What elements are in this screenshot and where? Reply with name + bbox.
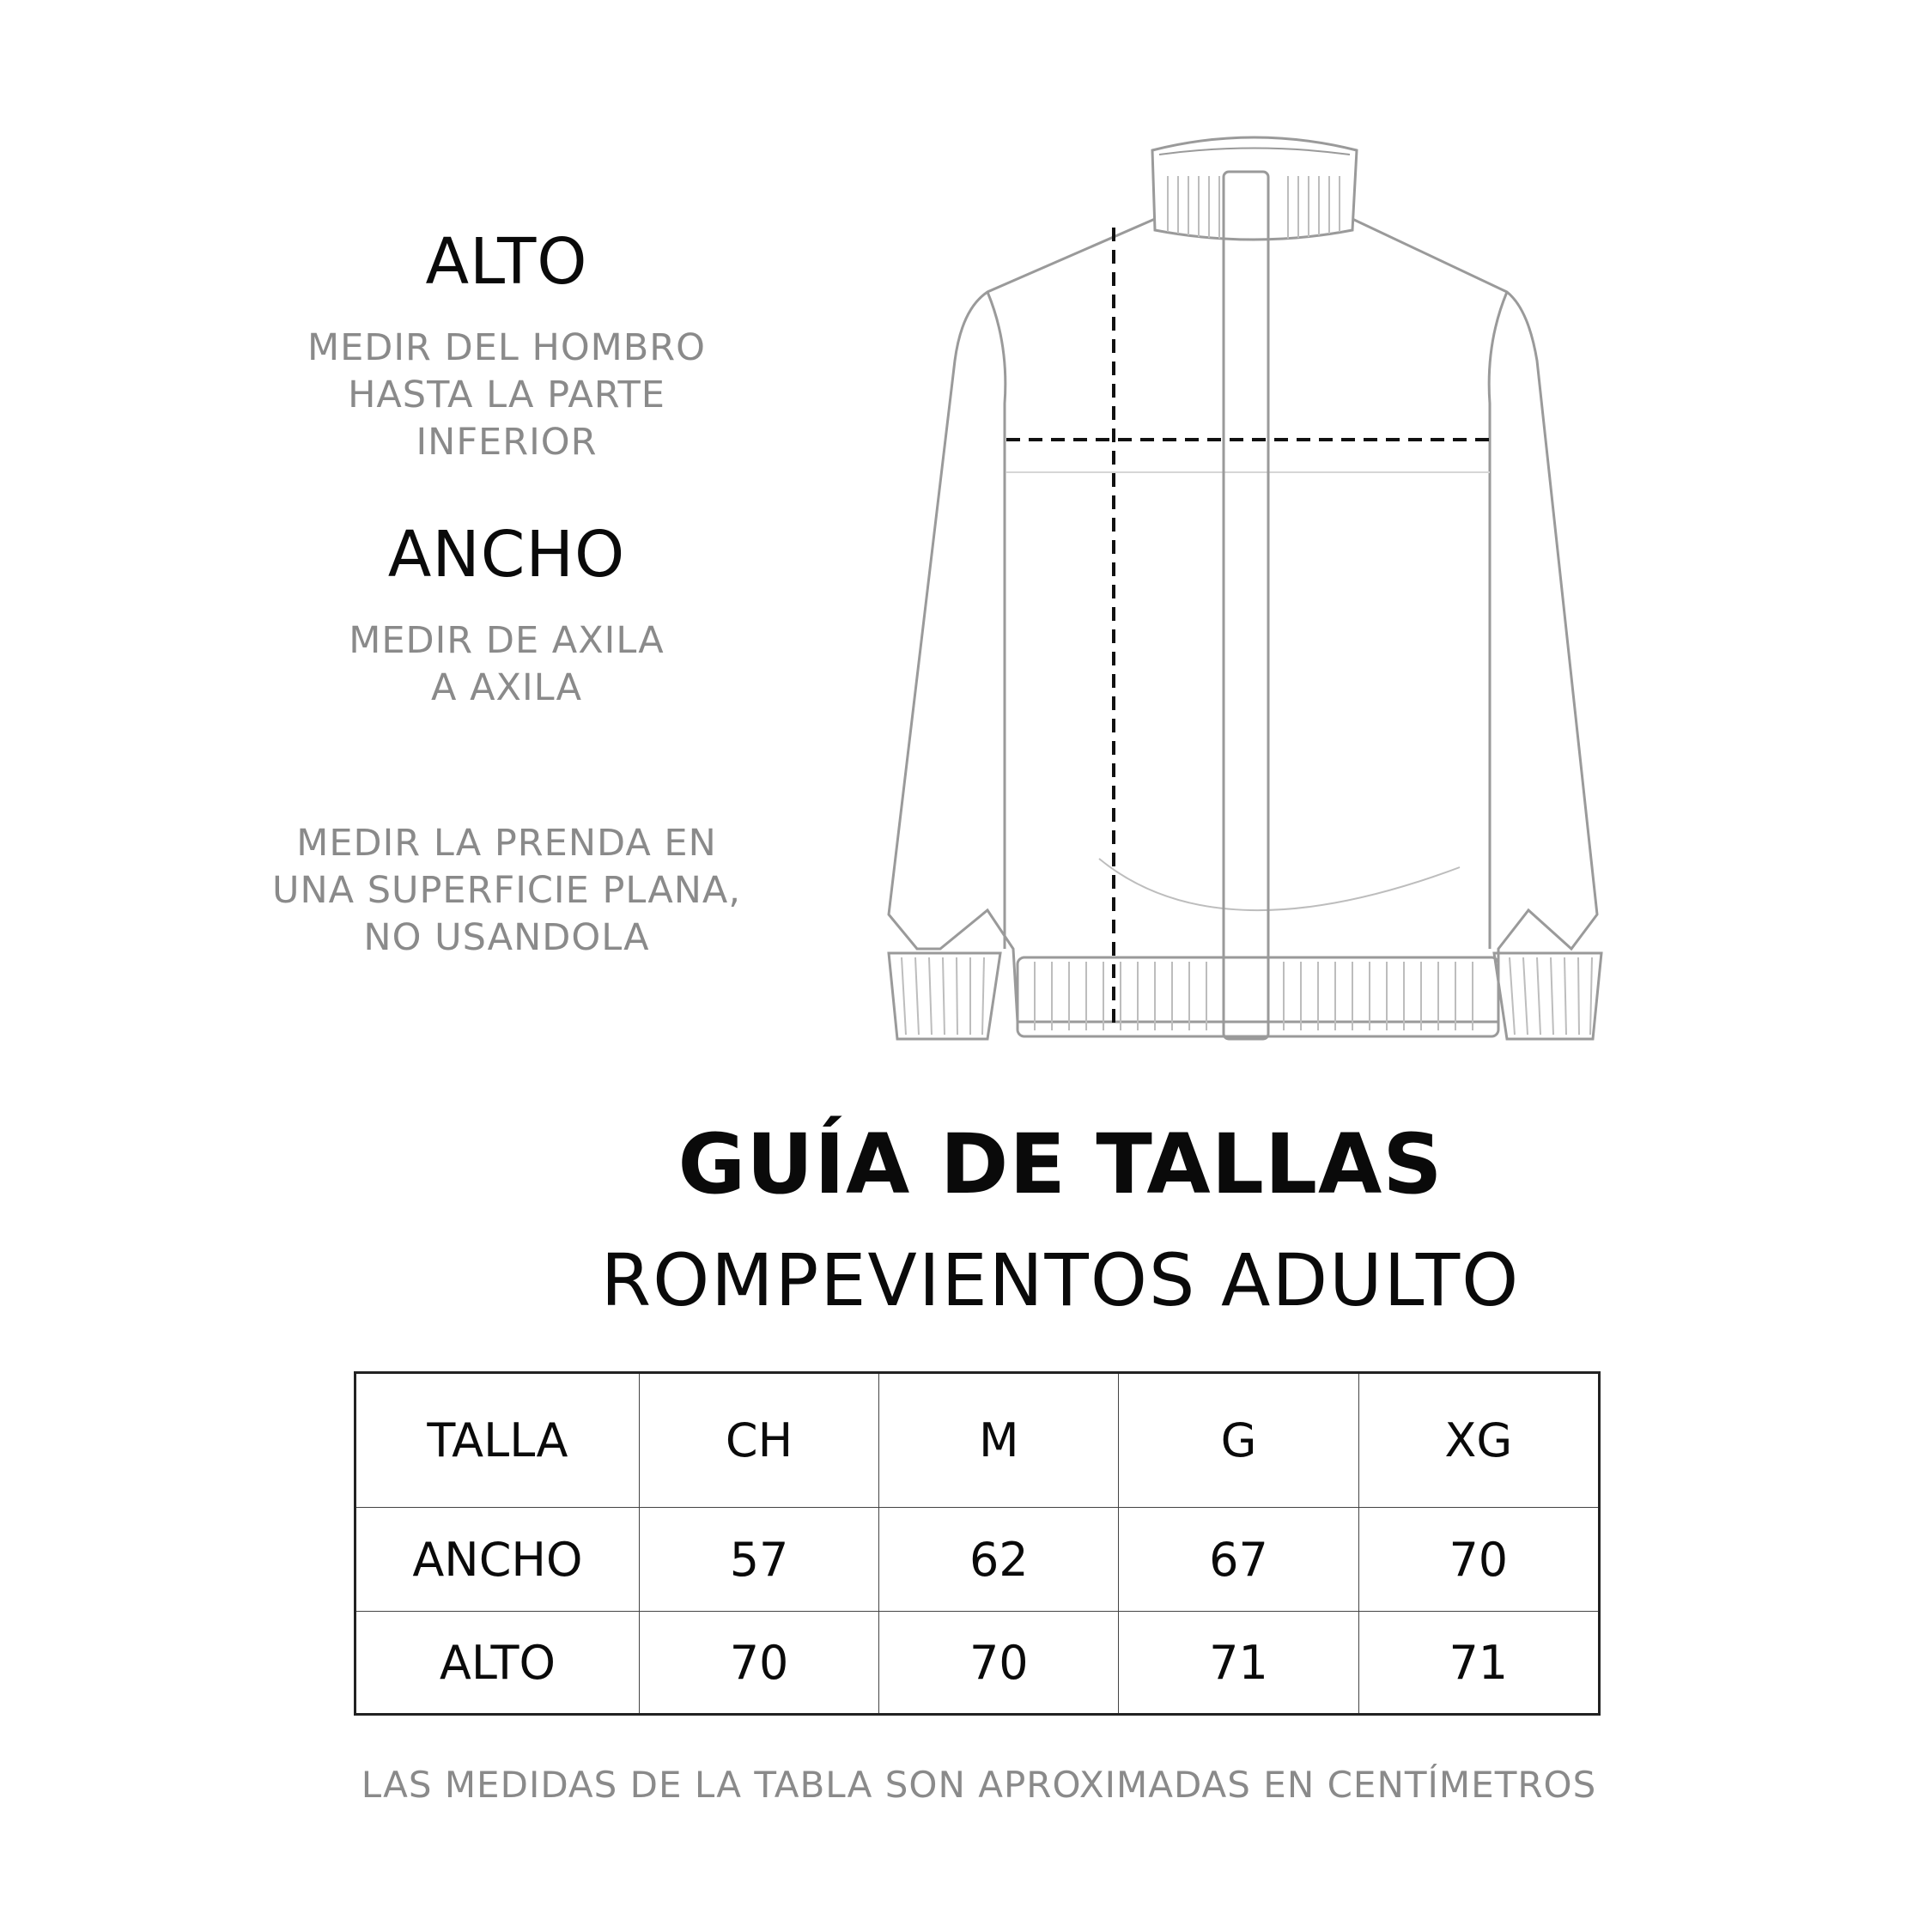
waistband-ribbing <box>1035 962 1473 1030</box>
waistband <box>1018 957 1498 1036</box>
page-subtitle: ROMPEVIENTOS ADULTO <box>600 1238 1521 1322</box>
collar-inner <box>1159 149 1350 155</box>
right-sleeve-seam <box>1489 292 1507 949</box>
alto-description <box>249 325 764 466</box>
table-cell: 57 <box>639 1508 878 1612</box>
table-header-cell: TALLA <box>355 1373 640 1508</box>
measure-note-line: MEDIR LA PRENDA EN <box>296 822 717 865</box>
table-header-cell: XG <box>1358 1373 1599 1508</box>
measure-note-line: UNA SUPERFICIE PLANA, <box>272 869 741 912</box>
alto-description-line: HASTA LA PARTE <box>348 374 665 416</box>
collar-outline <box>1152 137 1357 240</box>
table-row <box>355 1508 1600 1612</box>
footnote: LAS MEDIDAS DE LA TABLA SON APROXIMADAS EN CENTÍMETROS <box>361 1764 1597 1806</box>
page-title: GUÍA DE TALLAS <box>677 1116 1443 1212</box>
ancho-description-line: A AXILA <box>431 666 582 709</box>
table-cell: 71 <box>1119 1612 1358 1715</box>
pocket-curve <box>1099 859 1460 910</box>
table-cell: 70 <box>879 1612 1119 1715</box>
alto-description-line: INFERIOR <box>416 421 598 464</box>
table-cell: ALTO <box>355 1612 640 1715</box>
table-cell: 62 <box>879 1508 1119 1612</box>
table-header-cell: CH <box>639 1373 878 1508</box>
ancho-description <box>249 617 764 712</box>
ancho-heading: ANCHO <box>387 518 626 592</box>
left-sleeve-seam <box>987 292 1005 949</box>
table-cell: 70 <box>1358 1508 1599 1612</box>
alto-heading: ALTO <box>425 225 588 299</box>
ancho-description-line: MEDIR DE AXILA <box>349 619 665 662</box>
table-cell: 70 <box>639 1612 878 1715</box>
table-row <box>355 1612 1600 1715</box>
table-header-cell: M <box>879 1373 1119 1508</box>
table-header-row <box>355 1373 1600 1508</box>
table-cell: 71 <box>1358 1612 1599 1715</box>
size-table <box>354 1371 1601 1716</box>
table-cell: ANCHO <box>355 1508 640 1612</box>
jacket-outline-icon <box>867 120 1631 1048</box>
alto-description-line: MEDIR DEL HOMBRO <box>307 326 706 369</box>
table-header-cell: G <box>1119 1373 1358 1508</box>
table-cell: 67 <box>1119 1508 1358 1612</box>
measure-note <box>249 820 764 962</box>
measure-note-line: NO USANDOLA <box>363 916 650 959</box>
collar-ribbing <box>1168 176 1340 239</box>
